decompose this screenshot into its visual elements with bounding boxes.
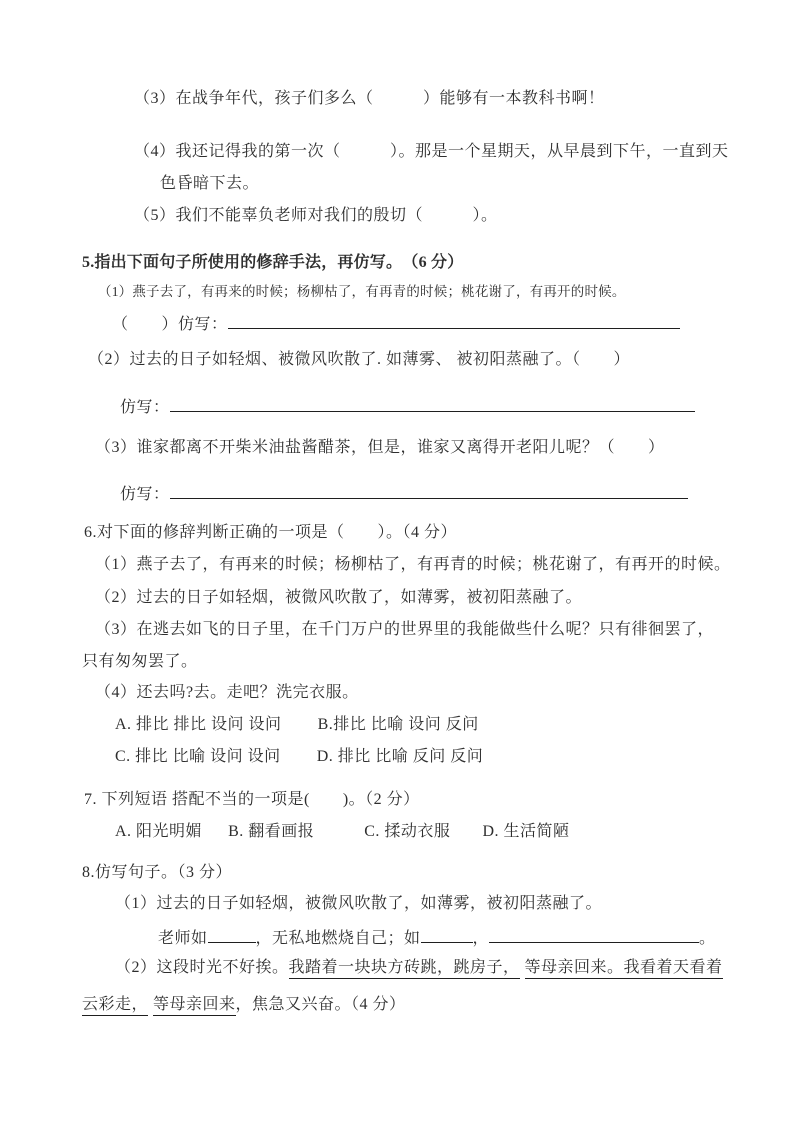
word-fill-item-4-line-2: 色昏暗下去。 <box>160 175 260 192</box>
question-5-item-2-answer-line <box>120 394 695 419</box>
question-8-fill-seg-3: ， <box>472 930 490 947</box>
question-7-option-d: D. 生活简陋 <box>482 823 570 840</box>
question-7-heading: 7. 下列短语 搭配不当的一项是( )。（2 分） <box>84 791 420 808</box>
question-6-item-2: （2）过去的日子如轻烟，被微风吹散了，如薄雾，被初阳蒸融了。 <box>95 589 583 606</box>
answer-blank <box>489 925 699 943</box>
question-7-option-c: C. 揉动衣服 <box>364 823 451 840</box>
question-6-heading: 6.对下面的修辞判断正确的一项是（ ）。（4 分） <box>84 524 458 541</box>
answer-blank <box>170 394 695 412</box>
question-8-item-2-line-2 <box>82 994 406 1016</box>
answer-blank <box>208 925 256 943</box>
question-6-option-b: B.排比 比喻 设问 反问 <box>317 716 479 733</box>
answer-blank <box>170 481 688 499</box>
question-6-option-d: D. 排比 比喻 反问 反问 <box>316 748 484 765</box>
underlined-text: 我踏着一块块方砖跳，跳房子， <box>289 959 520 979</box>
word-fill-item-4-line-1: （4）我还记得我的第一次（ ）。那是一个星期天，从早晨到下午，一直到天 <box>134 143 729 160</box>
question-8-item-2-line-1 <box>115 957 723 979</box>
answer-blank <box>228 311 680 329</box>
question-8-item-1-answer-line <box>158 925 716 950</box>
question-7-option-a: A. 阳光明媚 <box>115 823 203 840</box>
fangxie-label: 仿写： <box>120 399 170 416</box>
question-5-item-2: （2）过去的日子如轻烟、被微风吹散了. 如薄雾、 被初阳蒸融了。（ ） <box>88 351 631 368</box>
question-5-heading: 5.指出下面句子所使用的修辞手法，再仿写。 （6 分） <box>82 254 464 271</box>
question-6-options-row-1 <box>115 714 479 736</box>
question-6-options-row-2 <box>115 746 483 768</box>
question-7-option-b: B. 翻看画报 <box>228 823 315 840</box>
question-6-item-1: （1）燕子去了，有再来的时候；杨柳枯了，有再青的时候；桃花谢了，有再开的时候。 <box>95 556 731 573</box>
question-6-item-3-line-1: （3）在逃去如飞的日子里，在千门万户的世界里的我能做些什么呢？只有徘徊罢了， <box>95 621 715 638</box>
question-8-item-2-prefix: （2）这段时光不好挨。 <box>115 959 289 976</box>
question-6-item-4: （4）还去吗?去。走吧？洗完衣服。 <box>95 684 359 701</box>
question-5-item-1: （1）燕子去了，有再来的时候；杨柳枯了，有再青的时候；桃花谢了，有再开的时候。 <box>98 284 626 299</box>
word-fill-item-5: （5）我们不能辜负老师对我们的殷切（ ）。 <box>134 207 498 224</box>
fangxie-label: 仿写： <box>120 486 170 503</box>
question-5-item-1-answer-prefix: （ ）仿写： <box>112 316 228 333</box>
underlined-text: 云彩走， <box>82 996 148 1016</box>
word-fill-item-3: （3）在战争年代，孩子们多么（ ）能够有一本教科书啊！ <box>134 90 605 107</box>
question-8-heading: 8.仿写句子。（3 分） <box>82 864 233 881</box>
question-6-item-3-line-2: 只有匆匆罢了。 <box>82 653 198 670</box>
underlined-text: 等母亲回来 <box>153 996 236 1016</box>
question-8-fill-seg-1: 老师如 <box>158 930 208 947</box>
question-5-item-3-answer-line <box>120 481 688 506</box>
question-6-option-c: C. 排比 比喻 设问 设问 <box>115 748 281 765</box>
question-8-fill-seg-4: 。 <box>699 930 716 947</box>
question-6-option-a: A. 排比 排比 设问 设问 <box>115 716 282 733</box>
underlined-text: 等母亲回来。我看着天看着 <box>525 959 723 979</box>
question-8-item-2-rest: ，焦急又兴奋。（4 分） <box>235 996 406 1013</box>
answer-blank <box>421 925 473 943</box>
question-5-item-3: （3）谁家都离不开柴米油盐酱醋茶，但是，谁家又离得开老阳儿呢？（ ） <box>95 439 665 456</box>
question-7-options-row <box>115 821 570 843</box>
question-8-item-1: （1）过去的日子如轻烟，被微风吹散了，如薄雾，被初阳蒸融了。 <box>115 895 603 912</box>
question-5-item-1-answer-line <box>112 311 680 336</box>
question-8-fill-seg-2: ，无私地燃烧自己；如 <box>255 930 421 947</box>
